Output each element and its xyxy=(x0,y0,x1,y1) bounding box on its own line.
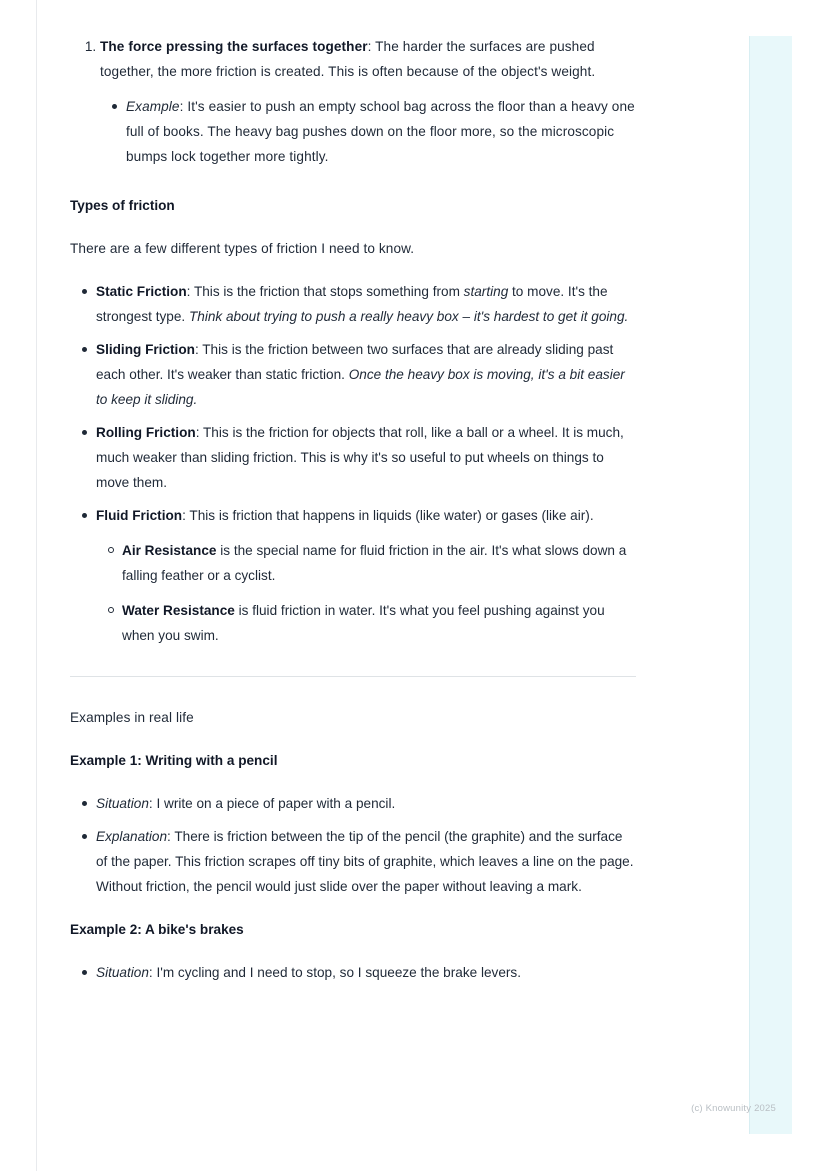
explanation-text: : There is friction between the tip of the pencil (the graphite) and the surface of the paper. This friction scrapes off tiny bits of graphite, which leaves a line on the page. Without friction, the pencil would just slide over the paper without leaving a mark. xyxy=(96,829,634,894)
explanation-label: Explanation xyxy=(96,829,168,844)
list-item xyxy=(96,279,636,329)
example-label: Example xyxy=(126,99,180,114)
friction-type-text-b: to move. It's the strongest type. xyxy=(96,284,608,324)
sub-item-term: Air Resistance xyxy=(122,543,217,558)
examples-heading: Examples in real life xyxy=(70,710,194,725)
ordered-item-term: The force pressing the surfaces together xyxy=(100,39,368,54)
list-item xyxy=(96,824,636,899)
list-item xyxy=(96,337,636,412)
ordered-list xyxy=(70,34,636,169)
right-accent-panel xyxy=(750,36,792,1134)
list-item xyxy=(96,420,636,495)
friction-type-term: Static Friction xyxy=(96,284,187,299)
left-margin-rule xyxy=(36,0,37,1171)
friction-type-text-a: : This is the friction between two surfaces that are already sliding past each other. It's weaker than static friction. xyxy=(96,342,614,382)
example-2-list xyxy=(70,960,636,985)
situation-label: Situation xyxy=(96,796,149,811)
friction-types-list xyxy=(70,279,636,648)
list-item xyxy=(100,34,636,169)
friction-type-text-a: : This is the friction for objects that roll, like a ball or a wheel. It is much, much weaker than sliding friction. This is why it's so useful to put wheels on things to move them. xyxy=(96,425,624,490)
list-item xyxy=(122,538,636,588)
ordered-item-text: : The harder the surfaces are pushed together, the more friction is created. This is often because of the object's weight. xyxy=(100,39,596,79)
example-1-heading: Example 1: Writing with a pencil xyxy=(70,753,278,768)
nested-example-list xyxy=(100,94,636,169)
friction-type-term: Fluid Friction xyxy=(96,508,183,523)
friction-type-italic-a: starting xyxy=(463,284,509,299)
list-item xyxy=(122,598,636,648)
friction-type-text-a: : This is friction that happens in liquids (like water) or gases (like air). xyxy=(182,508,594,523)
situation-text: : I'm cycling and I need to stop, so I squeeze the brake levers. xyxy=(148,965,522,980)
list-item xyxy=(96,960,636,985)
friction-type-italic-b: Think about trying to push a really heavy box – it's hardest to get it going. xyxy=(188,309,629,324)
document-content xyxy=(70,34,636,985)
example-text: : It's easier to push an empty school bag across the floor than a heavy one full of books. The heavy bag pushes down on the floor more, so the microscopic bumps lock together more tightly. xyxy=(126,99,635,164)
copyright-footer: (c) Knowunity 2025 xyxy=(691,1103,776,1114)
friction-type-text-a: : This is the friction that stops something from xyxy=(186,284,464,299)
list-item xyxy=(96,503,636,648)
list-item xyxy=(126,94,636,169)
section-divider xyxy=(70,676,636,677)
situation-text: : I write on a piece of paper with a pencil. xyxy=(148,796,396,811)
sub-item-text: is the special name for fluid friction in the air. It's what slows down a falling feather or a cyclist. xyxy=(122,543,627,583)
friction-type-term: Rolling Friction xyxy=(96,425,196,440)
types-intro-paragraph: There are a few different types of friction I need to know. xyxy=(70,241,415,256)
friction-type-term: Sliding Friction xyxy=(96,342,195,357)
sub-item-text: is fluid friction in water. It's what you feel pushing against you when you swim. xyxy=(122,603,605,643)
sub-item-term: Water Resistance xyxy=(122,603,235,618)
example-1-list xyxy=(70,791,636,899)
fluid-friction-sublist xyxy=(96,538,636,648)
types-of-friction-heading: Types of friction xyxy=(70,198,175,213)
example-2-heading: Example 2: A bike's brakes xyxy=(70,922,244,937)
situation-label: Situation xyxy=(96,965,149,980)
list-item xyxy=(96,791,636,816)
friction-type-italic-b: Once the heavy box is moving, it's a bit easier to keep it sliding. xyxy=(96,367,625,407)
